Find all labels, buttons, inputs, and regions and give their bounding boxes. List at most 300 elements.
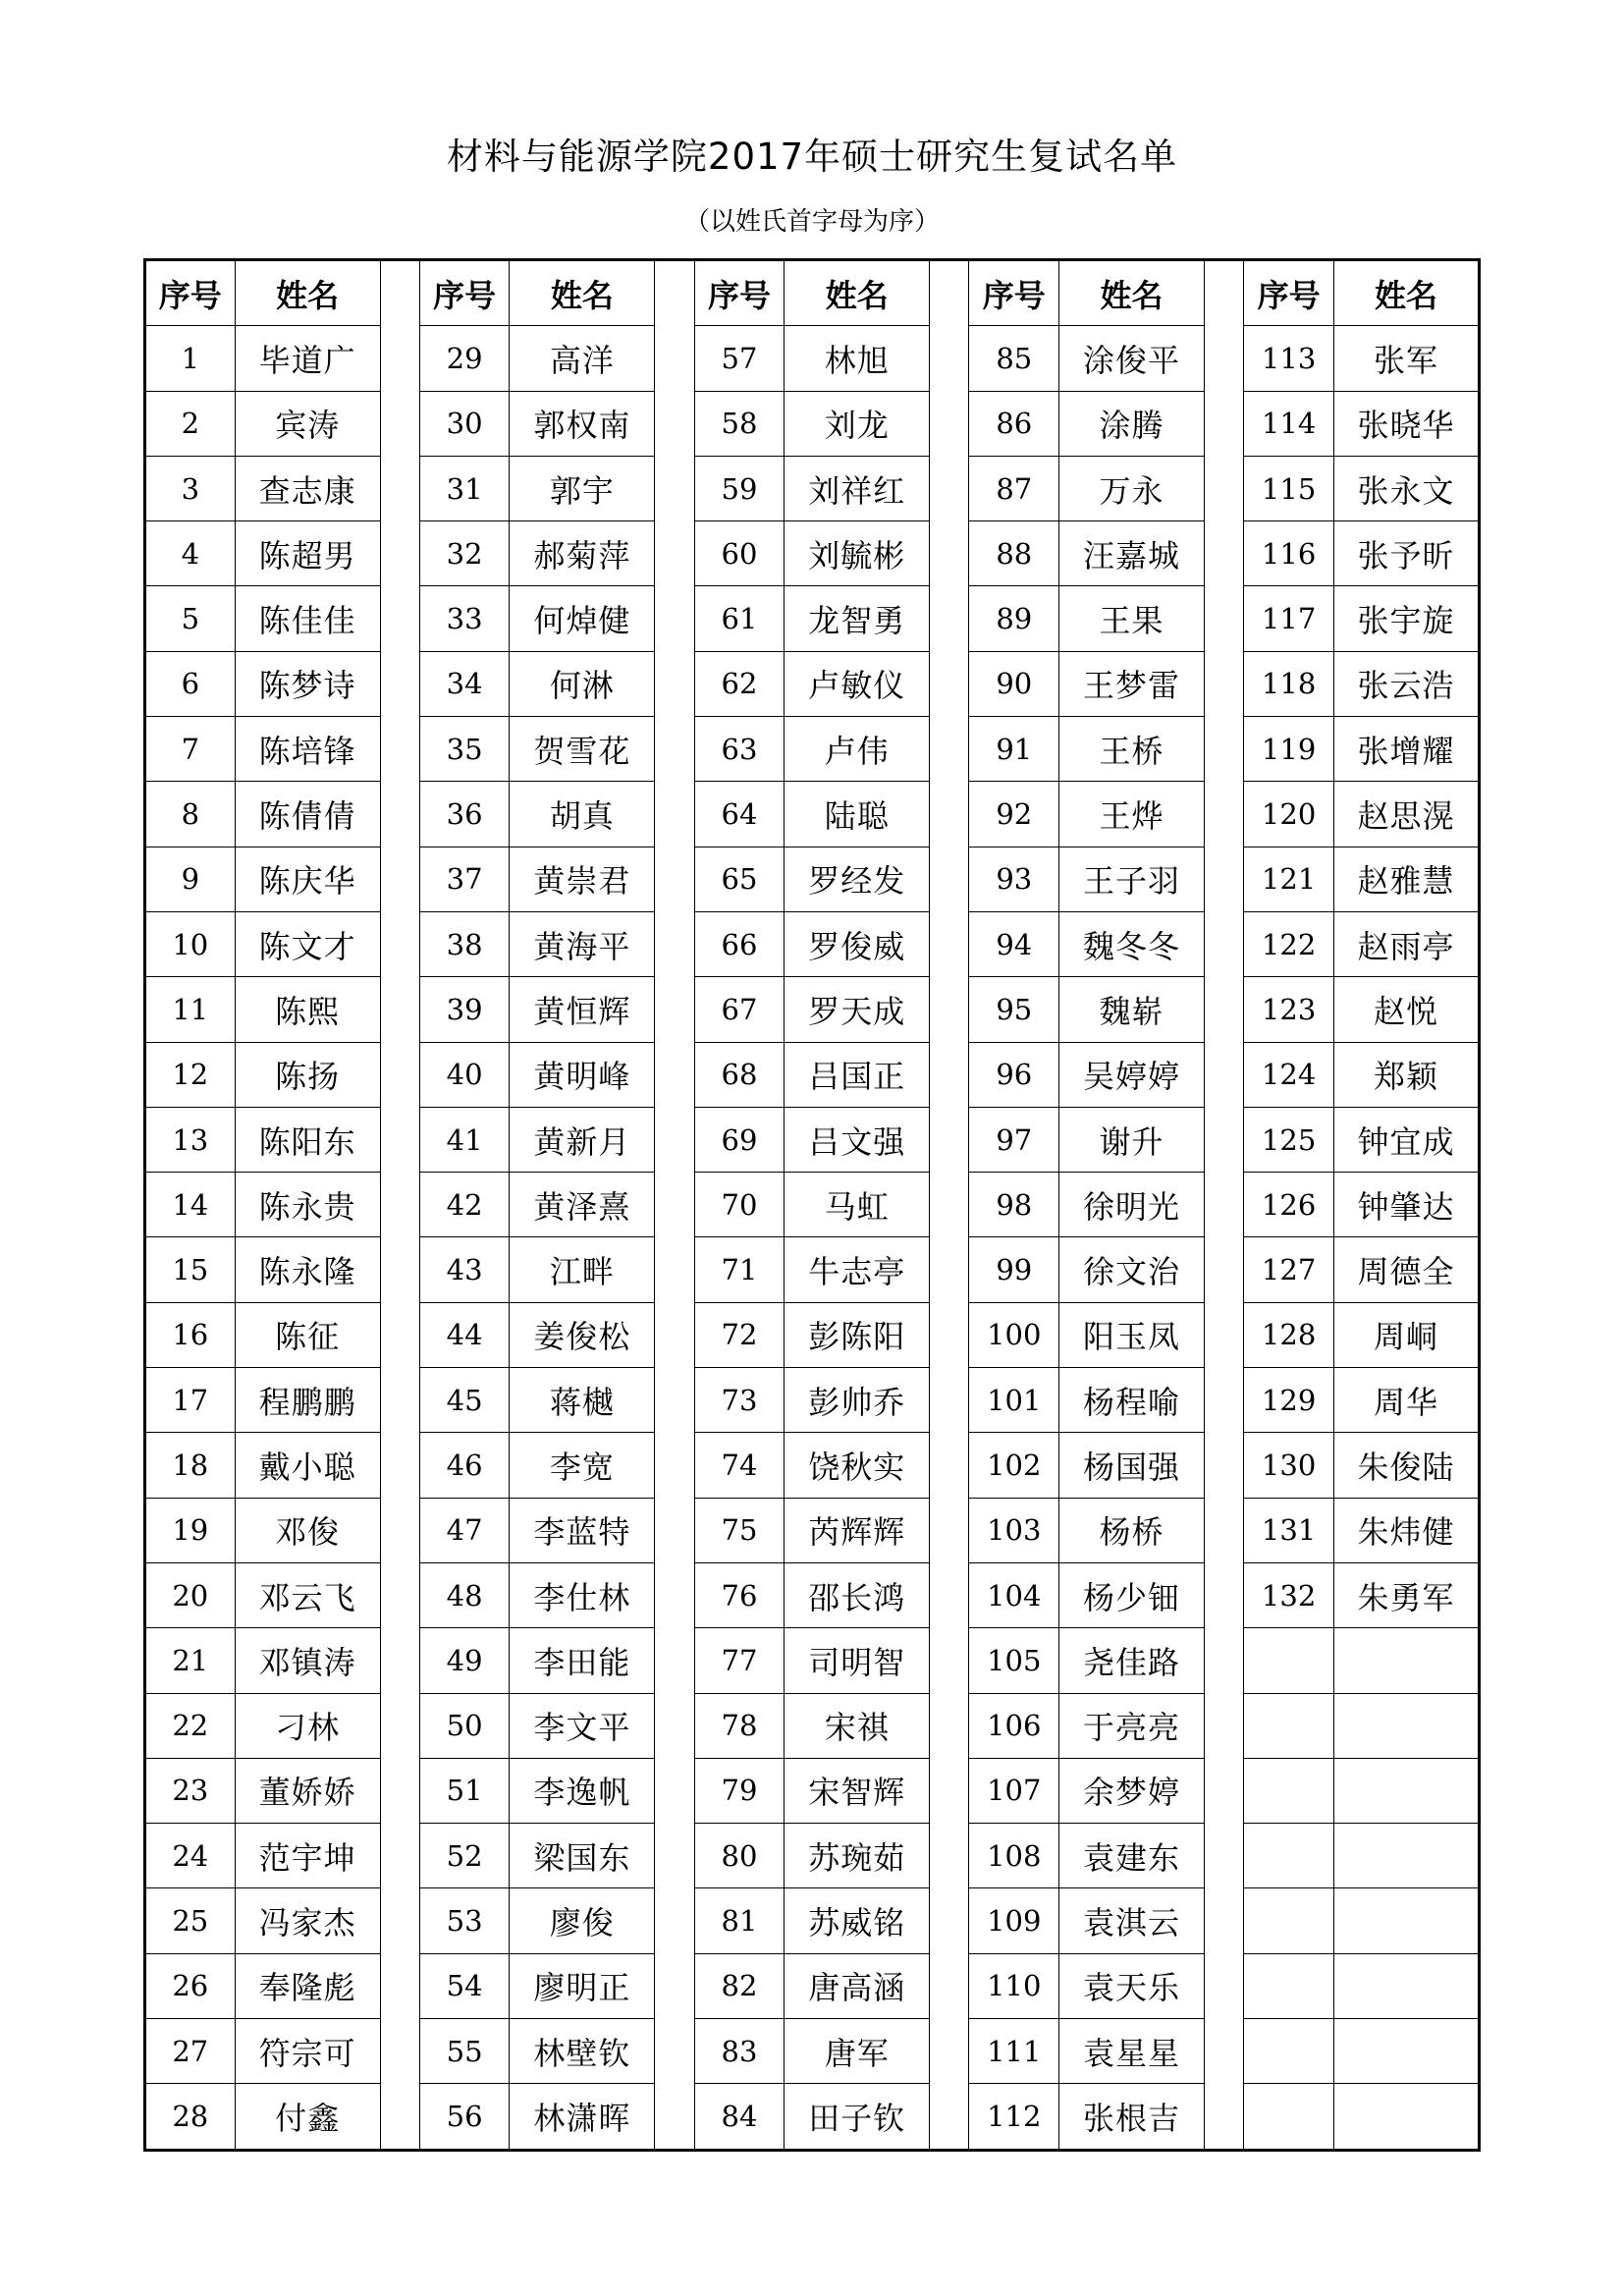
student-name: 吴婷婷 [1059, 1042, 1205, 1107]
column-gap [930, 651, 969, 716]
student-name: 戴小聪 [235, 1433, 380, 1498]
row-number: 59 [694, 456, 785, 520]
table-row [145, 2084, 1480, 2150]
row-number: 11 [145, 977, 236, 1042]
student-name: 陈文才 [235, 911, 380, 976]
student-name: 钟宜成 [1333, 1107, 1479, 1172]
student-name: 陈永贵 [235, 1173, 380, 1237]
column-gap [380, 1498, 419, 1562]
column-gap [930, 1433, 969, 1498]
student-name: 林潇晖 [510, 2084, 655, 2150]
row-number: 2 [145, 391, 236, 456]
row-number: 97 [969, 1107, 1059, 1172]
student-name [1333, 1758, 1479, 1823]
column-gap [655, 586, 694, 651]
student-name: 袁淇云 [1059, 1888, 1205, 1953]
table-row [145, 782, 1480, 847]
column-gap [380, 651, 419, 716]
student-name: 宋智辉 [785, 1758, 930, 1823]
column-gap [930, 1693, 969, 1758]
table-row [145, 1888, 1480, 1953]
row-number: 125 [1244, 1107, 1334, 1172]
header-name: 姓名 [510, 260, 655, 326]
column-gap [1205, 847, 1244, 911]
column-gap [930, 847, 969, 911]
row-number: 32 [419, 521, 510, 586]
student-name: 涂俊平 [1059, 326, 1205, 391]
column-gap [1205, 456, 1244, 520]
row-number: 103 [969, 1498, 1059, 1562]
column-gap [930, 456, 969, 520]
column-gap [655, 977, 694, 1042]
row-number: 20 [145, 1562, 236, 1627]
student-name: 徐文治 [1059, 1237, 1205, 1302]
table-row [145, 1562, 1480, 1627]
column-gap [380, 326, 419, 391]
column-gap [1205, 260, 1244, 326]
row-number: 111 [969, 2019, 1059, 2084]
student-name: 卢伟 [785, 717, 930, 782]
student-name: 杨桥 [1059, 1498, 1205, 1562]
row-number: 5 [145, 586, 236, 651]
row-number: 96 [969, 1042, 1059, 1107]
column-gap [655, 1562, 694, 1627]
student-name [1333, 1953, 1479, 2018]
column-gap [930, 977, 969, 1042]
row-number: 40 [419, 1042, 510, 1107]
row-number: 58 [694, 391, 785, 456]
row-number: 124 [1244, 1042, 1334, 1107]
row-number: 92 [969, 782, 1059, 847]
student-name: 董娇娇 [235, 1758, 380, 1823]
student-name: 李宽 [510, 1433, 655, 1498]
table-row [145, 1758, 1480, 1823]
column-gap [655, 456, 694, 520]
column-gap [380, 1302, 419, 1367]
row-number: 53 [419, 1888, 510, 1953]
student-name: 司明智 [785, 1628, 930, 1693]
column-gap [655, 717, 694, 782]
student-name: 陈梦诗 [235, 651, 380, 716]
row-number: 4 [145, 521, 236, 586]
column-gap [380, 977, 419, 1042]
table-row [145, 1628, 1480, 1693]
row-number: 81 [694, 1888, 785, 1953]
student-name: 宾涛 [235, 391, 380, 456]
row-number: 12 [145, 1042, 236, 1107]
row-number: 77 [694, 1628, 785, 1693]
row-number: 83 [694, 2019, 785, 2084]
row-number: 75 [694, 1498, 785, 1562]
row-number: 128 [1244, 1302, 1334, 1367]
column-gap [380, 1237, 419, 1302]
student-name: 赵雅慧 [1333, 847, 1479, 911]
row-number: 35 [419, 717, 510, 782]
student-name: 徐明光 [1059, 1173, 1205, 1237]
column-gap [380, 1888, 419, 1953]
student-name: 张云浩 [1333, 651, 1479, 716]
student-name: 田子钦 [785, 2084, 930, 2150]
row-number [1244, 1693, 1334, 1758]
column-gap [930, 586, 969, 651]
column-gap [655, 2019, 694, 2084]
row-number: 72 [694, 1302, 785, 1367]
student-name: 姜俊松 [510, 1302, 655, 1367]
column-gap [1205, 911, 1244, 976]
row-number: 15 [145, 1237, 236, 1302]
student-name [1333, 1628, 1479, 1693]
row-number: 114 [1244, 391, 1334, 456]
row-number: 43 [419, 1237, 510, 1302]
table-row [145, 1173, 1480, 1237]
column-gap [930, 521, 969, 586]
row-number: 115 [1244, 456, 1334, 520]
row-number: 127 [1244, 1237, 1334, 1302]
row-number: 132 [1244, 1562, 1334, 1627]
table-row [145, 1693, 1480, 1758]
roster-body [145, 326, 1480, 2150]
column-gap [930, 1888, 969, 1953]
row-number: 126 [1244, 1173, 1334, 1237]
student-name: 陈倩倩 [235, 782, 380, 847]
column-gap [1205, 1562, 1244, 1627]
student-name: 胡真 [510, 782, 655, 847]
column-gap [1205, 651, 1244, 716]
row-number: 129 [1244, 1368, 1334, 1433]
student-name: 李蓝特 [510, 1498, 655, 1562]
student-name: 黄新月 [510, 1107, 655, 1172]
student-name: 廖明正 [510, 1953, 655, 2018]
table-row [145, 1368, 1480, 1433]
student-name: 余梦婷 [1059, 1758, 1205, 1823]
row-number: 18 [145, 1433, 236, 1498]
student-name: 吕国正 [785, 1042, 930, 1107]
row-number: 63 [694, 717, 785, 782]
student-name: 朱炜健 [1333, 1498, 1479, 1562]
table-row [145, 521, 1480, 586]
column-gap [1205, 1628, 1244, 1693]
row-number: 34 [419, 651, 510, 716]
row-number: 10 [145, 911, 236, 976]
column-gap [1205, 1433, 1244, 1498]
row-number: 116 [1244, 521, 1334, 586]
student-name: 于亮亮 [1059, 1693, 1205, 1758]
column-gap [930, 260, 969, 326]
student-name: 查志康 [235, 456, 380, 520]
row-number: 130 [1244, 1433, 1334, 1498]
header-number: 序号 [145, 260, 236, 326]
header-name: 姓名 [235, 260, 380, 326]
header-name: 姓名 [785, 260, 930, 326]
row-number: 112 [969, 2084, 1059, 2150]
student-name: 陈熙 [235, 977, 380, 1042]
column-gap [1205, 2084, 1244, 2150]
student-name: 王桥 [1059, 717, 1205, 782]
table-row [145, 1498, 1480, 1562]
row-number: 55 [419, 2019, 510, 2084]
student-name: 赵悦 [1333, 977, 1479, 1042]
row-number: 44 [419, 1302, 510, 1367]
column-gap [1205, 1758, 1244, 1823]
header-name: 姓名 [1333, 260, 1479, 326]
column-gap [1205, 1824, 1244, 1888]
column-gap [1205, 717, 1244, 782]
student-name: 张予昕 [1333, 521, 1479, 586]
header-number: 序号 [969, 260, 1059, 326]
student-name: 黄泽熹 [510, 1173, 655, 1237]
row-number: 24 [145, 1824, 236, 1888]
row-number: 39 [419, 977, 510, 1042]
row-number: 17 [145, 1368, 236, 1433]
student-name: 张军 [1333, 326, 1479, 391]
student-name: 朱勇军 [1333, 1562, 1479, 1627]
column-gap [1205, 1173, 1244, 1237]
column-gap [1205, 391, 1244, 456]
student-name: 郑颖 [1333, 1042, 1479, 1107]
student-name: 陈征 [235, 1302, 380, 1367]
header-name: 姓名 [1059, 260, 1205, 326]
column-gap [380, 1562, 419, 1627]
student-name: 梁国东 [510, 1824, 655, 1888]
column-gap [930, 1758, 969, 1823]
column-gap [380, 1173, 419, 1237]
column-gap [655, 391, 694, 456]
row-number: 30 [419, 391, 510, 456]
student-name: 王梦雷 [1059, 651, 1205, 716]
row-number: 14 [145, 1173, 236, 1237]
student-name: 袁天乐 [1059, 1953, 1205, 2018]
row-number: 67 [694, 977, 785, 1042]
column-gap [380, 717, 419, 782]
row-number: 36 [419, 782, 510, 847]
student-name: 赵雨亭 [1333, 911, 1479, 976]
column-gap [655, 1758, 694, 1823]
row-number: 41 [419, 1107, 510, 1172]
student-name: 周德全 [1333, 1237, 1479, 1302]
column-gap [655, 1888, 694, 1953]
student-name: 张宇旋 [1333, 586, 1479, 651]
row-number: 69 [694, 1107, 785, 1172]
table-row [145, 717, 1480, 782]
row-number: 26 [145, 1953, 236, 2018]
column-gap [1205, 1368, 1244, 1433]
row-number: 38 [419, 911, 510, 976]
column-gap [1205, 1042, 1244, 1107]
row-number: 91 [969, 717, 1059, 782]
row-number: 62 [694, 651, 785, 716]
row-number: 54 [419, 1953, 510, 2018]
table-row [145, 1042, 1480, 1107]
table-row [145, 911, 1480, 976]
student-name: 刘毓彬 [785, 521, 930, 586]
row-number: 22 [145, 1693, 236, 1758]
row-number: 47 [419, 1498, 510, 1562]
column-gap [380, 1758, 419, 1823]
table-row [145, 1824, 1480, 1888]
row-number: 113 [1244, 326, 1334, 391]
student-name: 邵长鸿 [785, 1562, 930, 1627]
row-number: 71 [694, 1237, 785, 1302]
column-gap [930, 1628, 969, 1693]
row-number: 42 [419, 1173, 510, 1237]
row-number: 66 [694, 911, 785, 976]
row-number: 122 [1244, 911, 1334, 976]
row-number: 56 [419, 2084, 510, 2150]
student-name: 陈永隆 [235, 1237, 380, 1302]
column-gap [930, 1368, 969, 1433]
table-row [145, 1107, 1480, 1172]
column-gap [1205, 977, 1244, 1042]
page-subtitle: （以姓氏首字母为序） [683, 207, 940, 237]
student-name: 郭权南 [510, 391, 655, 456]
table-row [145, 1953, 1480, 2018]
table-row [145, 847, 1480, 911]
student-name: 彭帅乔 [785, 1368, 930, 1433]
student-name: 黄海平 [510, 911, 655, 976]
student-name: 黄恒辉 [510, 977, 655, 1042]
column-gap [930, 1173, 969, 1237]
student-name: 马虹 [785, 1173, 930, 1237]
student-name: 贺雪花 [510, 717, 655, 782]
row-number: 48 [419, 1562, 510, 1627]
row-number: 46 [419, 1433, 510, 1498]
student-name: 袁星星 [1059, 2019, 1205, 2084]
student-name: 王子羽 [1059, 847, 1205, 911]
row-number: 109 [969, 1888, 1059, 1953]
student-name: 郝菊萍 [510, 521, 655, 586]
column-gap [655, 1953, 694, 2018]
table-row [145, 651, 1480, 716]
row-number: 102 [969, 1433, 1059, 1498]
row-number: 131 [1244, 1498, 1334, 1562]
column-gap [655, 1302, 694, 1367]
column-gap [655, 1173, 694, 1237]
column-gap [1205, 521, 1244, 586]
row-number: 16 [145, 1302, 236, 1367]
student-name: 张晓华 [1333, 391, 1479, 456]
row-number: 105 [969, 1628, 1059, 1693]
row-number: 93 [969, 847, 1059, 911]
student-name: 汪嘉城 [1059, 521, 1205, 586]
student-name: 刘祥红 [785, 456, 930, 520]
student-name: 陈扬 [235, 1042, 380, 1107]
table-row [145, 2019, 1480, 2084]
student-name: 林壁钦 [510, 2019, 655, 2084]
student-name: 邓云飞 [235, 1562, 380, 1627]
column-gap [380, 782, 419, 847]
student-name: 刘龙 [785, 391, 930, 456]
student-name: 万永 [1059, 456, 1205, 520]
column-gap [380, 1953, 419, 2018]
row-number: 64 [694, 782, 785, 847]
student-name: 陆聪 [785, 782, 930, 847]
student-name: 尧佳路 [1059, 1628, 1205, 1693]
row-number [1244, 2084, 1334, 2150]
row-number: 84 [694, 2084, 785, 2150]
row-number: 76 [694, 1562, 785, 1627]
row-number: 37 [419, 847, 510, 911]
row-number: 27 [145, 2019, 236, 2084]
student-name: 张增耀 [1333, 717, 1479, 782]
student-name: 陈阳东 [235, 1107, 380, 1172]
column-gap [380, 1368, 419, 1433]
student-name: 龙智勇 [785, 586, 930, 651]
row-number: 121 [1244, 847, 1334, 911]
student-name: 毕道广 [235, 326, 380, 391]
student-name [1333, 1888, 1479, 1953]
row-number: 29 [419, 326, 510, 391]
column-gap [655, 521, 694, 586]
column-gap [1205, 1237, 1244, 1302]
row-number: 85 [969, 326, 1059, 391]
row-number: 70 [694, 1173, 785, 1237]
column-gap [1205, 782, 1244, 847]
column-gap [380, 1693, 419, 1758]
row-number: 108 [969, 1824, 1059, 1888]
row-number: 25 [145, 1888, 236, 1953]
row-number: 45 [419, 1368, 510, 1433]
column-gap [930, 717, 969, 782]
student-name: 廖俊 [510, 1888, 655, 1953]
student-name: 周峒 [1333, 1302, 1479, 1367]
row-number: 1 [145, 326, 236, 391]
student-name: 程鹏鹏 [235, 1368, 380, 1433]
student-name: 冯家杰 [235, 1888, 380, 1953]
student-name: 涂腾 [1059, 391, 1205, 456]
column-gap [655, 1628, 694, 1693]
student-name: 黄崇君 [510, 847, 655, 911]
row-number: 9 [145, 847, 236, 911]
column-gap [380, 1433, 419, 1498]
student-name: 卢敏仪 [785, 651, 930, 716]
column-gap [1205, 1888, 1244, 1953]
student-name: 杨少钿 [1059, 1562, 1205, 1627]
column-gap [930, 911, 969, 976]
column-gap [930, 2084, 969, 2150]
column-gap [655, 911, 694, 976]
column-gap [1205, 586, 1244, 651]
row-number [1244, 1758, 1334, 1823]
student-name: 李田能 [510, 1628, 655, 1693]
column-gap [655, 1693, 694, 1758]
table-row [145, 1302, 1480, 1367]
student-name: 杨国强 [1059, 1433, 1205, 1498]
student-name: 张永文 [1333, 456, 1479, 520]
row-number: 49 [419, 1628, 510, 1693]
row-number: 123 [1244, 977, 1334, 1042]
row-number: 89 [969, 586, 1059, 651]
student-name: 李仕林 [510, 1562, 655, 1627]
column-gap [655, 1237, 694, 1302]
column-gap [655, 1107, 694, 1172]
row-number: 118 [1244, 651, 1334, 716]
header-number: 序号 [694, 260, 785, 326]
student-name: 赵思滉 [1333, 782, 1479, 847]
student-name: 高洋 [510, 326, 655, 391]
student-name: 邓俊 [235, 1498, 380, 1562]
column-gap [1205, 1302, 1244, 1367]
student-name: 陈庆华 [235, 847, 380, 911]
row-number [1244, 2019, 1334, 2084]
row-number: 6 [145, 651, 236, 716]
column-gap [655, 651, 694, 716]
student-name: 罗俊威 [785, 911, 930, 976]
student-name: 苏威铭 [785, 1888, 930, 1953]
row-number: 78 [694, 1693, 785, 1758]
row-number: 86 [969, 391, 1059, 456]
column-gap [1205, 1498, 1244, 1562]
column-gap [655, 1433, 694, 1498]
